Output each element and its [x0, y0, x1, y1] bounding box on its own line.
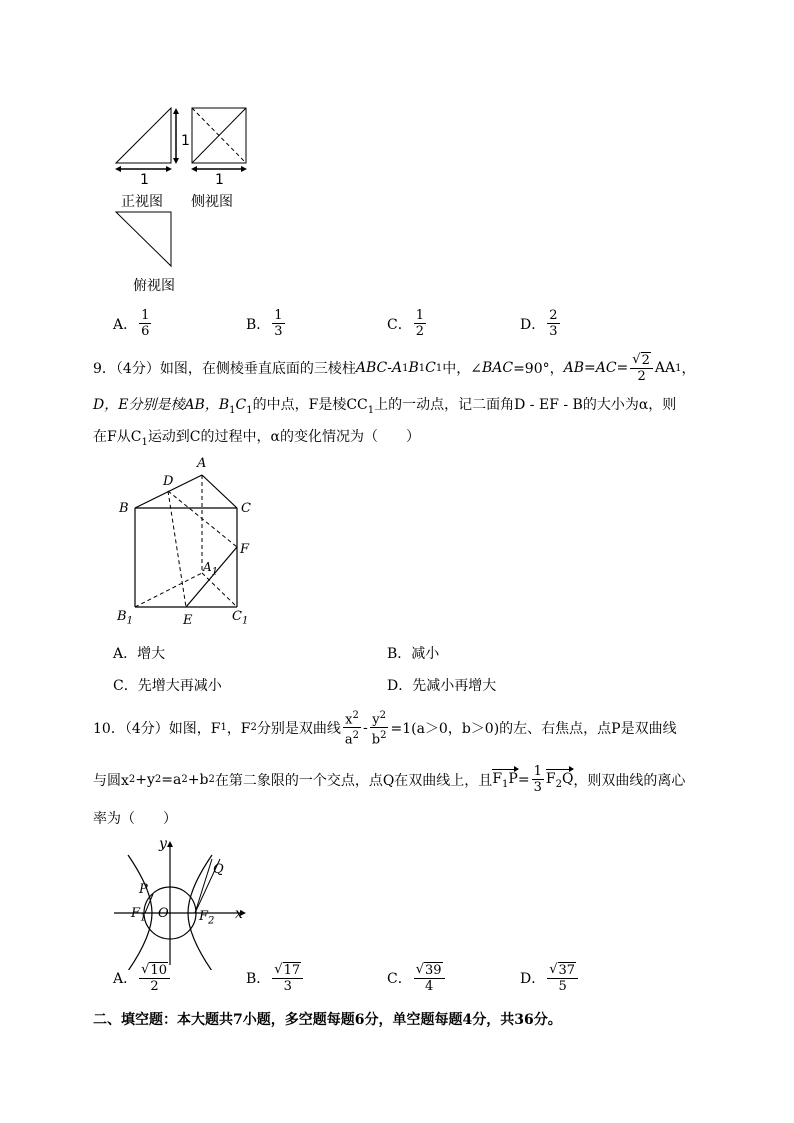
q9-line-3: 在F从$C_1$运动到C的过程中，α的变化情况为（ ）: [93, 429, 420, 448]
q10-choice-a[interactable]: A． √ 10 2: [113, 962, 172, 994]
choice-letter: C．: [387, 316, 412, 333]
label-F1: $F_1$: [131, 906, 147, 924]
axis-y-label: y: [159, 836, 167, 852]
q9-choice-c[interactable]: C． 先增大再减小: [113, 678, 222, 694]
label-Q: Q: [213, 862, 224, 877]
label-F2: $F_2$: [199, 909, 215, 927]
prism-figure: [110, 455, 260, 630]
q8-choice-b[interactable]: [246, 308, 287, 339]
q9-choice-d[interactable]: D． 先减小再增大: [387, 678, 497, 694]
label-D: D: [163, 474, 174, 489]
label-C1: $C_1$: [232, 609, 249, 627]
choice-fraction: $\frac{1}{2}$: [415, 308, 424, 339]
choice-letter: D．: [520, 316, 546, 333]
q9-choice-a[interactable]: A． 增大: [113, 646, 166, 662]
q10-choice-b[interactable]: B． √ 17 3: [246, 962, 305, 994]
q8-choice-c[interactable]: [387, 308, 428, 339]
label-O: O: [158, 906, 169, 921]
side-width-dim-label: 1: [215, 172, 224, 188]
q9-line-2: D，E分别是棱AB，$B_1C_1$的中点，F是棱$CC_1$上的一动点，记二面角D - EF - B的大小为α，则: [93, 397, 677, 416]
label-A1: $A_1$: [203, 560, 219, 578]
height-dim-label: 1: [181, 133, 190, 149]
choice-fraction: $\frac{2}{3}$: [549, 308, 558, 339]
q9-line-1: 9．（4分）如图，在侧棱垂直底面的三棱柱 ABC - A 1 B 1 C 1 中，∠ BAC =90°， AB=AC= √ 2 2 AA 1 ，: [93, 352, 696, 384]
q10-line-3: 率为（ ）: [93, 811, 177, 827]
q9-choice-b[interactable]: B． 减小: [387, 646, 440, 662]
top-view-shape: [116, 212, 171, 266]
side-view-label: 侧视图: [191, 194, 233, 210]
section-2-heading: 二、填空题：本大题共7小题，多空题每题6分，单空题每题4分，共36分。: [93, 1012, 562, 1028]
choice-fraction: $\frac{1}{6}$: [141, 308, 150, 339]
label-E: E: [183, 613, 193, 628]
q8-choice-d[interactable]: [520, 308, 562, 339]
axis-x-label: x: [235, 906, 243, 922]
label-C: C: [241, 501, 251, 516]
front-width-dim-label: 1: [140, 172, 149, 188]
hyperbola-figure: [108, 835, 248, 970]
choice-letter: A．: [113, 316, 138, 333]
q10-choice-c[interactable]: C． √ 39 4: [387, 962, 447, 994]
front-view-label: 正视图: [121, 194, 163, 210]
front-view-shape: [116, 108, 171, 163]
choice-fraction: $\frac{1}{3}$: [274, 308, 283, 339]
label-B: B: [119, 501, 129, 516]
top-view-label: 俯视图: [133, 278, 175, 294]
q10-choice-d[interactable]: D． √ 37 5: [520, 962, 580, 994]
q8-choice-a[interactable]: [113, 308, 153, 339]
label-F: F: [240, 542, 250, 557]
q10-line-2: 与圆x 2 +y 2 =a 2 +b 2 在第二象限的一个交点，点Q在双曲线上，且 $F_1P$ = $\frac{1}{3}$ $F_2Q$ ，则双曲线的离心: [93, 764, 686, 795]
label-P: P: [139, 882, 148, 897]
label-A: A: [197, 456, 207, 471]
choice-letter: B．: [246, 316, 271, 333]
q10-line-1: 10．（4分）如图，F 1 ，F 2 分别是双曲线 $\frac{x^2}{a^2}$ - $\frac{y^2}{b^2}$ =1(a＞0，b＞0)的左、右焦点，点P是双曲线: [93, 710, 677, 748]
label-B1: $B_1$: [117, 609, 133, 627]
